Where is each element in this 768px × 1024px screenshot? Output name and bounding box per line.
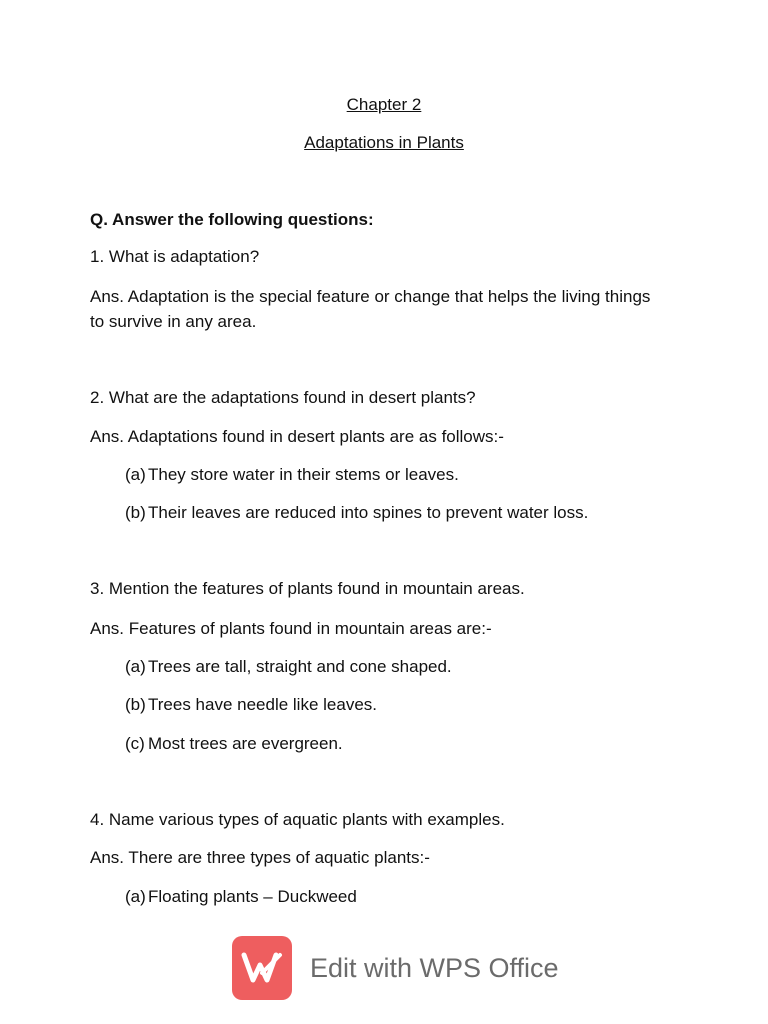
wps-edit-label[interactable]: Edit with WPS Office <box>310 952 559 983</box>
question-1: 1. What is adaptation? <box>90 247 260 266</box>
list-marker: (a) <box>125 465 146 484</box>
list-marker: (a) <box>125 887 146 906</box>
chapter-number: Chapter 2 <box>346 95 422 114</box>
section-heading: Q. Answer the following questions: <box>90 210 374 229</box>
answer-1-line-1: Ans. Adaptation is the special feature or change that helps the living things <box>90 287 651 306</box>
list-item-text: Their leaves are reduced into spines to prevent water loss. <box>148 503 589 522</box>
list-item <box>125 654 452 679</box>
answer-4: Ans. There are three types of aquatic plants:- <box>90 848 430 867</box>
list-item <box>125 884 357 909</box>
list-item <box>125 692 377 717</box>
list-marker: (c) <box>125 734 145 753</box>
list-item-text: Most trees are evergreen. <box>148 734 343 753</box>
answer-3: Ans. Features of plants found in mountain areas are:- <box>90 619 492 638</box>
question-2: 2. What are the adaptations found in desert plants? <box>90 388 476 407</box>
list-marker: (a) <box>125 657 146 676</box>
list-item <box>125 500 588 525</box>
list-item-text: Floating plants – Duckweed <box>148 887 357 906</box>
question-4: 4. Name various types of aquatic plants with examples. <box>90 810 505 829</box>
list-marker: (b) <box>125 503 146 522</box>
chapter-title: Adaptations in Plants <box>304 133 464 152</box>
list-item-text: Trees have needle like leaves. <box>148 695 378 714</box>
answer-1-line-2: to survive in any area. <box>90 312 257 331</box>
list-item-text: Trees are tall, straight and cone shaped. <box>148 657 452 676</box>
answer-2: Ans. Adaptations found in desert plants are as follows:- <box>90 427 504 446</box>
question-3: 3. Mention the features of plants found in mountain areas. <box>90 579 525 598</box>
list-marker: (b) <box>125 695 146 714</box>
list-item-text: They store water in their stems or leaves. <box>148 465 459 484</box>
wps-edit-banner[interactable] <box>232 936 559 1000</box>
list-item <box>125 462 459 487</box>
list-item <box>125 731 343 756</box>
wps-office-logo-icon <box>232 936 292 1000</box>
